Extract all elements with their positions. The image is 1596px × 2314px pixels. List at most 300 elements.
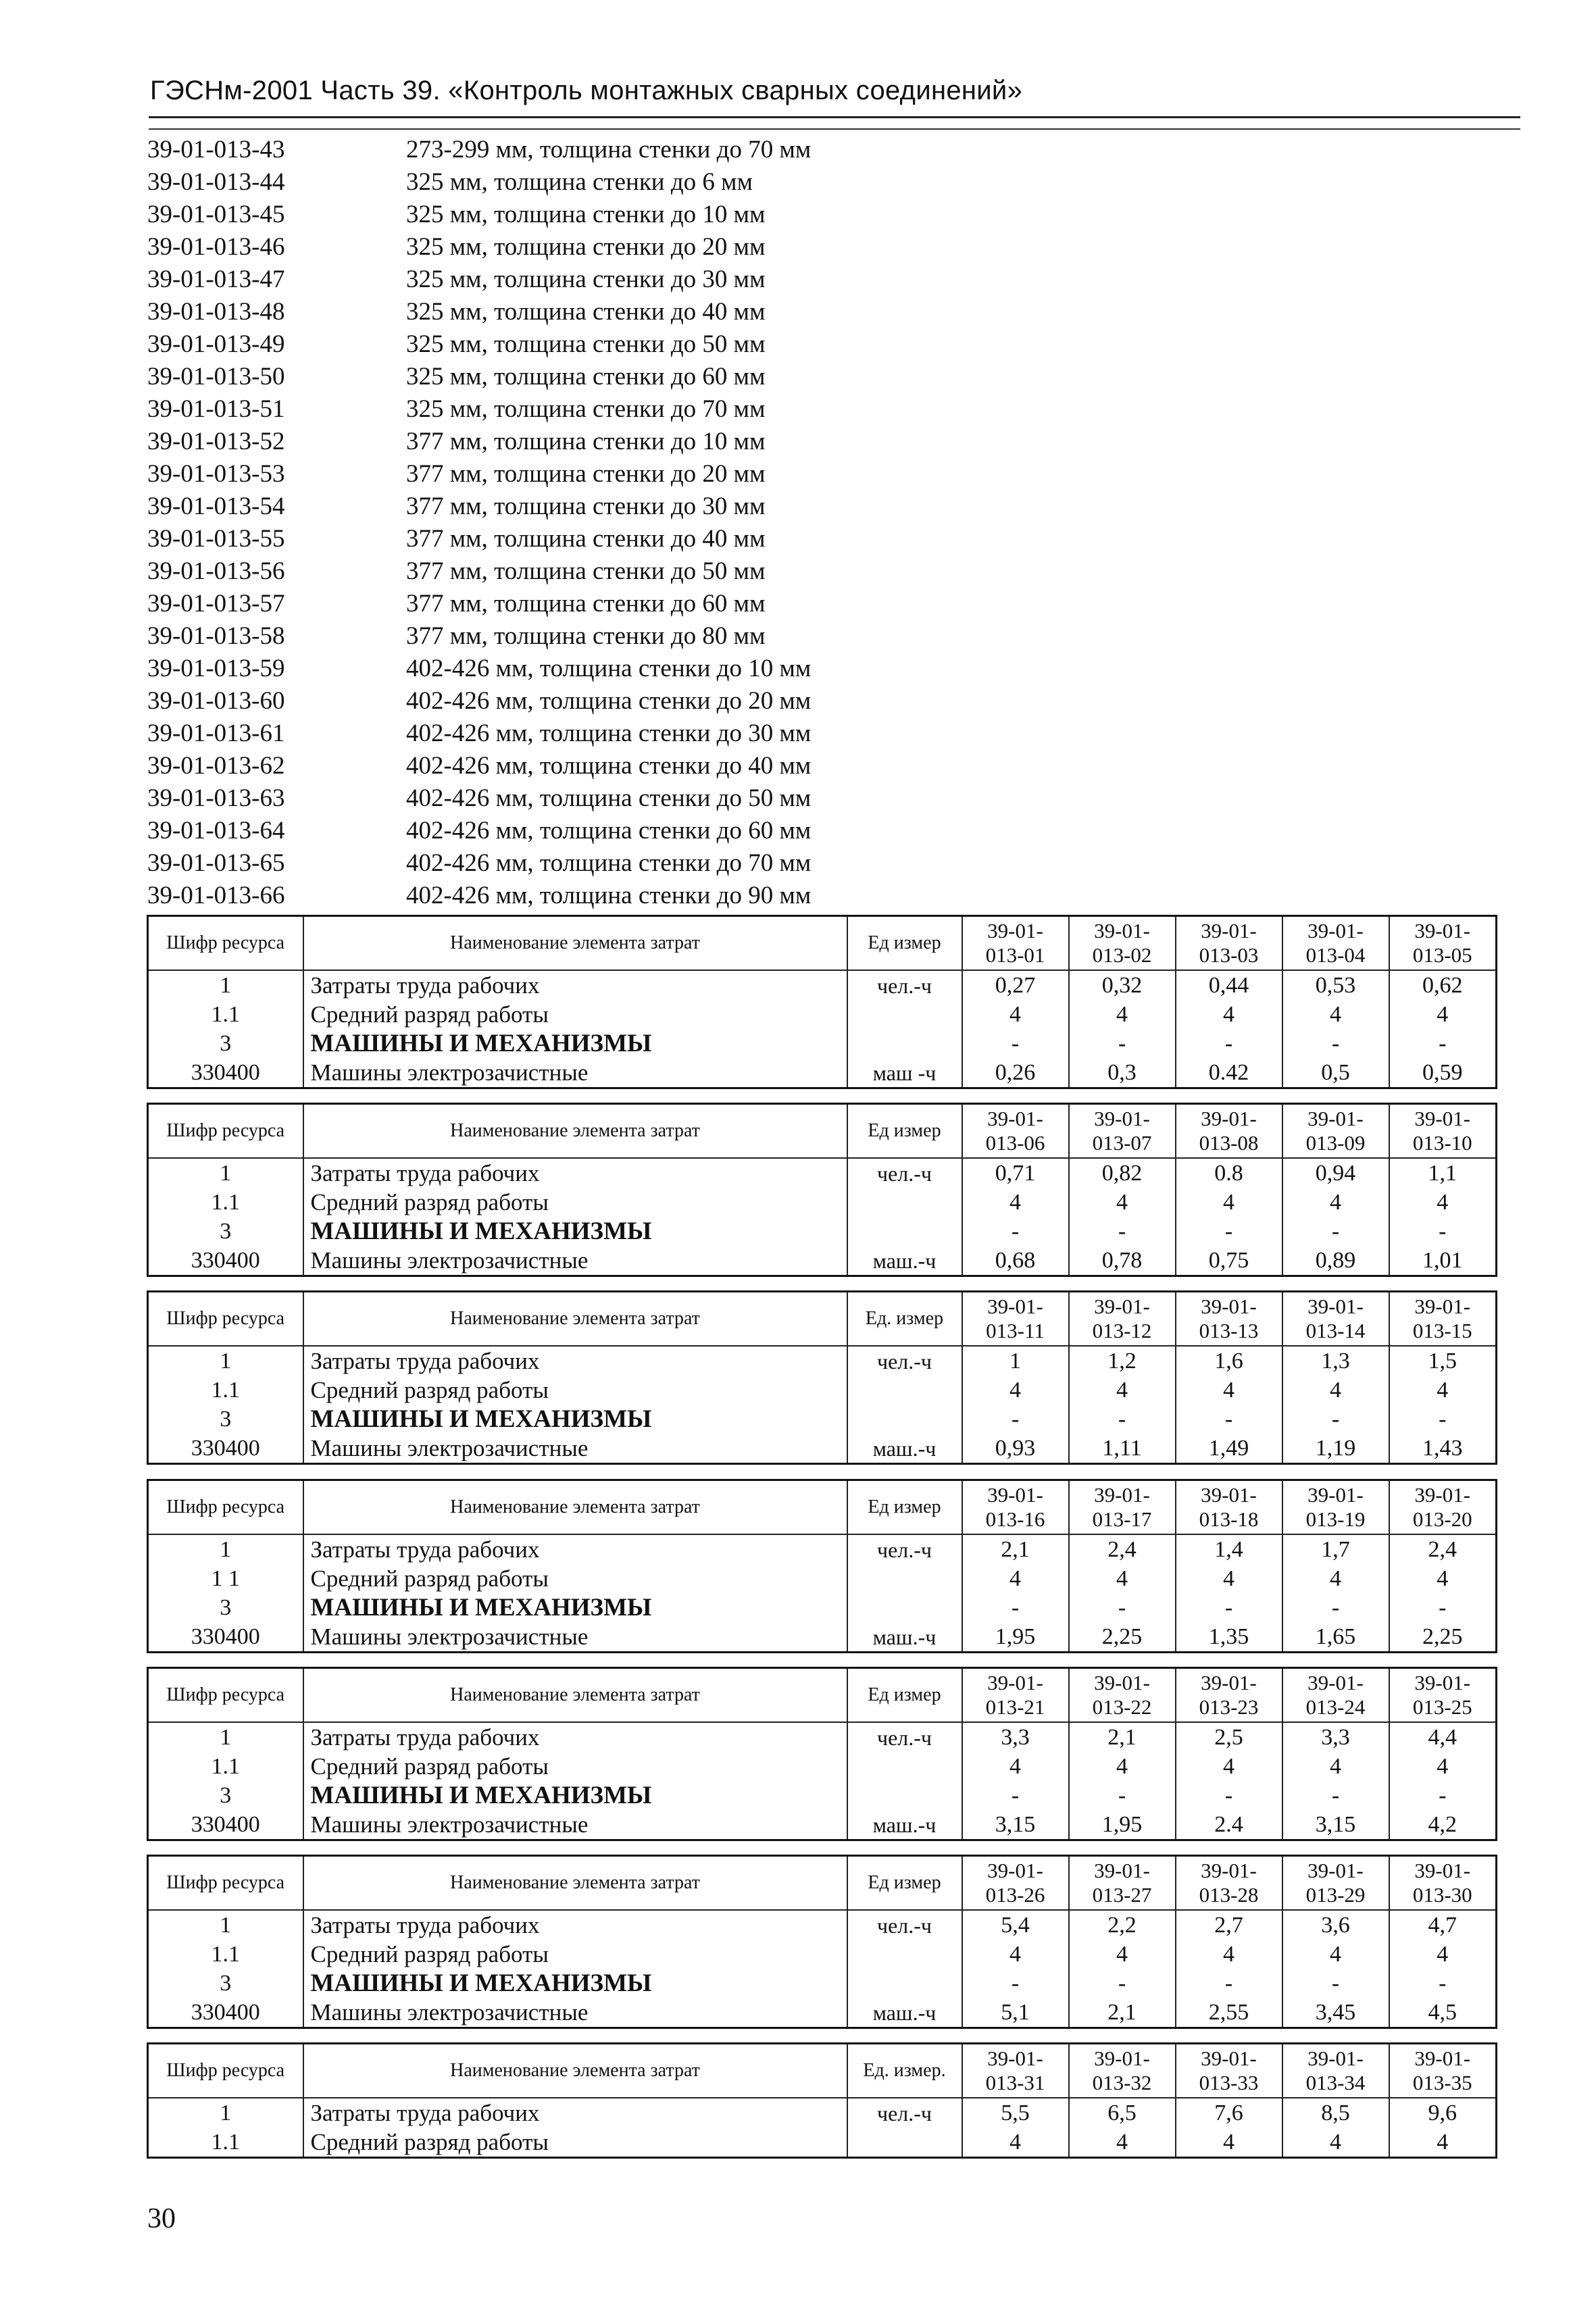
- value-cell: 0,32: [1069, 970, 1176, 1000]
- norm-code-prefix: 39-01-: [1094, 919, 1150, 942]
- column-header-unit: Ед измер: [847, 1856, 962, 1911]
- column-header-unit: Ед. измер.: [847, 2044, 962, 2098]
- norm-code-prefix: 39-01-: [1094, 1107, 1150, 1130]
- code-list-item: [147, 523, 1228, 555]
- value-cell: 0.42: [1176, 1058, 1282, 1088]
- code-id: 39-01-013-50: [147, 363, 285, 391]
- column-header-norm-code: [1389, 1856, 1497, 1911]
- value-cell: -: [1176, 1593, 1282, 1622]
- resource-table: [147, 1479, 1497, 1653]
- column-header-name: Наименование элемента затрат: [303, 1292, 847, 1347]
- resource-code-cell: 1: [148, 1346, 303, 1376]
- norm-code-suffix: 013-02: [1092, 943, 1152, 967]
- value-cell: -: [1282, 1593, 1389, 1622]
- norm-code-suffix: 013-25: [1412, 1695, 1472, 1719]
- resource-name-cell: МАШИНЫ И МЕХАНИЗМЫ: [303, 1969, 847, 1998]
- norm-code-suffix: 013-03: [1199, 943, 1259, 967]
- norm-code-suffix: 013-30: [1412, 1883, 1472, 1907]
- value-cell: 4,2: [1389, 1810, 1497, 1840]
- value-cell: 1,5: [1389, 1346, 1497, 1376]
- value-cell: 4: [1282, 1752, 1389, 1781]
- column-header-norm-code: [1282, 1480, 1389, 1535]
- column-header-name: Наименование элемента затрат: [303, 1668, 847, 1723]
- value-cell: -: [1282, 1029, 1389, 1058]
- value-cell: -: [1282, 1969, 1389, 1998]
- table-header-row: [148, 1856, 1497, 1911]
- value-cell: 2,25: [1389, 1622, 1497, 1653]
- norm-code-suffix: 013-20: [1412, 1507, 1472, 1531]
- value-cell: -: [1389, 1217, 1497, 1246]
- norm-code-prefix: 39-01-: [1414, 919, 1471, 942]
- value-cell: 4: [1389, 1000, 1497, 1029]
- norm-code-suffix: 013-14: [1305, 1319, 1366, 1342]
- code-id: 39-01-013-52: [147, 428, 285, 455]
- value-cell: -: [1389, 1593, 1497, 1622]
- code-id: 39-01-013-48: [147, 298, 285, 326]
- norm-code-prefix: 39-01-: [1414, 1107, 1471, 1130]
- value-cell: -: [1389, 1405, 1497, 1434]
- norm-code-suffix: 013-32: [1092, 2071, 1152, 2094]
- resource-code-cell: 3: [148, 1781, 303, 1810]
- code-list-item: [147, 491, 1228, 523]
- value-cell: -: [1069, 1405, 1176, 1434]
- value-cell: 1,6: [1176, 1346, 1282, 1376]
- table-row: [148, 1376, 1497, 1405]
- resource-code-cell: 1.1: [148, 1376, 303, 1405]
- code-id: 39-01-013-44: [147, 168, 285, 196]
- unit-cell: чел.-ч: [847, 970, 962, 1000]
- column-header-code: Шифр ресурса: [148, 2044, 303, 2098]
- norm-code-prefix: 39-01-: [1307, 1483, 1364, 1507]
- value-cell: -: [1176, 1781, 1282, 1810]
- value-cell: 0,44: [1176, 970, 1282, 1000]
- value-cell: 4: [1069, 1188, 1176, 1217]
- norm-code-suffix: 013-34: [1305, 2071, 1366, 2094]
- resource-code-cell: 1: [148, 1158, 303, 1188]
- table-row: [148, 1188, 1497, 1217]
- column-header-name: Наименование элемента затрат: [303, 1480, 847, 1535]
- value-cell: 4: [1282, 2128, 1389, 2158]
- value-cell: 1: [962, 1346, 1069, 1376]
- value-cell: 4: [962, 1000, 1069, 1029]
- table-row: [148, 1158, 1497, 1188]
- table-row: [148, 2128, 1497, 2158]
- resource-name-cell: Затраты труда рабочих: [303, 970, 847, 1000]
- norm-code-prefix: 39-01-: [1201, 1859, 1257, 1882]
- column-header-name: Наименование элемента затрат: [303, 2044, 847, 2098]
- value-cell: 4: [1176, 1376, 1282, 1405]
- value-cell: -: [962, 1217, 1069, 1246]
- unit-cell: [847, 1564, 962, 1593]
- column-header-norm-code: [1389, 2044, 1497, 2098]
- value-cell: 4: [1176, 1752, 1282, 1781]
- resource-code-cell: 1: [148, 970, 303, 1000]
- code-list-item: [147, 750, 1228, 782]
- norm-code-suffix: 013-26: [985, 1883, 1045, 1907]
- value-cell: 2,4: [1389, 1534, 1497, 1564]
- table-row: [148, 1969, 1497, 1998]
- column-header-unit: Ед измер: [847, 916, 962, 971]
- unit-cell: маш.-ч: [847, 1622, 962, 1653]
- norm-code-suffix: 013-13: [1199, 1319, 1259, 1342]
- norm-code-prefix: 39-01-: [987, 1294, 1043, 1318]
- resource-name-cell: МАШИНЫ И МЕХАНИЗМЫ: [303, 1781, 847, 1810]
- value-cell: 1,4: [1176, 1534, 1282, 1564]
- value-cell: 1,01: [1389, 1246, 1497, 1276]
- norm-code-prefix: 39-01-: [1414, 1859, 1471, 1882]
- unit-cell: маш -ч: [847, 1058, 962, 1088]
- norm-code-prefix: 39-01-: [1307, 1107, 1364, 1130]
- code-id: 39-01-013-58: [147, 622, 285, 650]
- value-cell: 4: [1069, 1752, 1176, 1781]
- value-cell: 4: [1176, 1564, 1282, 1593]
- resource-name-cell: Средний разряд работы: [303, 1940, 847, 1969]
- code-description: 325 мм, толщина стенки до 30 мм: [406, 266, 766, 293]
- value-cell: 6,5: [1069, 2098, 1176, 2128]
- table-row: [148, 1940, 1497, 1969]
- code-description: 325 мм, толщина стенки до 20 мм: [406, 233, 766, 261]
- unit-cell: чел.-ч: [847, 1722, 962, 1752]
- value-cell: 4: [962, 1376, 1069, 1405]
- header-title: ГЭСНм-2001 Часть 39. «Контроль монтажных сварных соединений»: [150, 76, 1023, 105]
- value-cell: 4: [1389, 2128, 1497, 2158]
- code-id: 39-01-013-60: [147, 687, 285, 715]
- resource-name-cell: Затраты труда рабочих: [303, 1910, 847, 1940]
- norm-code-prefix: 39-01-: [987, 1671, 1043, 1694]
- norm-code-prefix: 39-01-: [1201, 1294, 1257, 1318]
- value-cell: 4: [1282, 1188, 1389, 1217]
- norm-code-prefix: 39-01-: [1414, 2046, 1471, 2070]
- resource-name-cell: МАШИНЫ И МЕХАНИЗМЫ: [303, 1405, 847, 1434]
- table-row: [148, 1998, 1497, 2028]
- unit-cell: [847, 1376, 962, 1405]
- resource-name-cell: Машины электрозачистные: [303, 1434, 847, 1464]
- code-id: 39-01-013-66: [147, 882, 285, 909]
- value-cell: -: [1069, 1217, 1176, 1246]
- norm-code-prefix: 39-01-: [1414, 1483, 1471, 1507]
- value-cell: 2,7: [1176, 1910, 1282, 1940]
- resource-code-cell: 3: [148, 1405, 303, 1434]
- value-cell: 0,89: [1282, 1246, 1389, 1276]
- norm-code-prefix: 39-01-: [1201, 1107, 1257, 1130]
- unit-cell: [847, 1969, 962, 1998]
- code-id: 39-01-013-63: [147, 784, 285, 812]
- table-row: [148, 1434, 1497, 1464]
- value-cell: 0,62: [1389, 970, 1497, 1000]
- resource-name-cell: Затраты труда рабочих: [303, 1722, 847, 1752]
- code-description: 377 мм, толщина стенки до 10 мм: [406, 428, 766, 455]
- unit-cell: маш.-ч: [847, 1434, 962, 1464]
- value-cell: 1,43: [1389, 1434, 1497, 1464]
- table-row: [148, 2098, 1497, 2128]
- code-list-item: [147, 426, 1228, 458]
- unit-cell: [847, 1940, 962, 1969]
- norm-code-prefix: 39-01-: [1414, 1671, 1471, 1694]
- unit-cell: [847, 1188, 962, 1217]
- value-cell: 2,5: [1176, 1722, 1282, 1752]
- column-header-norm-code: [962, 2044, 1069, 2098]
- value-cell: 0,53: [1282, 970, 1389, 1000]
- value-cell: 4: [1389, 1376, 1497, 1405]
- value-cell: -: [1069, 1781, 1176, 1810]
- unit-cell: чел.-ч: [847, 1158, 962, 1188]
- column-header-norm-code: [1176, 1104, 1282, 1159]
- norm-code-suffix: 013-29: [1305, 1883, 1366, 1907]
- unit-cell: [847, 1029, 962, 1058]
- value-cell: 1,7: [1282, 1534, 1389, 1564]
- value-cell: 1,95: [1069, 1810, 1176, 1840]
- code-list-item: [147, 653, 1228, 685]
- unit-cell: [847, 1781, 962, 1810]
- code-description: 402-426 мм, толщина стенки до 70 мм: [406, 849, 812, 877]
- code-description: 325 мм, толщина стенки до 50 мм: [406, 330, 766, 358]
- resource-code-cell: 3: [148, 1217, 303, 1246]
- value-cell: 4,5: [1389, 1998, 1497, 2028]
- value-cell: -: [1389, 1781, 1497, 1810]
- value-cell: 4: [1069, 1000, 1176, 1029]
- value-cell: 0,59: [1389, 1058, 1497, 1088]
- value-cell: 0,75: [1176, 1246, 1282, 1276]
- resource-code-cell: 1.1: [148, 1000, 303, 1029]
- resource-code-cell: 330400: [148, 1434, 303, 1464]
- code-description: 325 мм, толщина стенки до 40 мм: [406, 298, 766, 326]
- table-row: [148, 1405, 1497, 1434]
- value-cell: 0,26: [962, 1058, 1069, 1088]
- column-header-norm-code: [1176, 1292, 1282, 1347]
- code-id: 39-01-013-59: [147, 655, 285, 682]
- value-cell: 2.4: [1176, 1810, 1282, 1840]
- code-description: 402-426 мм, толщина стенки до 60 мм: [406, 817, 812, 845]
- table-row: [148, 1346, 1497, 1376]
- value-cell: 0,78: [1069, 1246, 1176, 1276]
- code-description: 402-426 мм, толщина стенки до 90 мм: [406, 882, 812, 909]
- resource-code-cell: 1: [148, 2098, 303, 2128]
- column-header-norm-code: [1069, 2044, 1176, 2098]
- norm-code-suffix: 013-27: [1092, 1883, 1152, 1907]
- resource-name-cell: Затраты труда рабочих: [303, 2098, 847, 2128]
- column-header-norm-code: [1282, 1104, 1389, 1159]
- value-cell: 4: [962, 1940, 1069, 1969]
- resource-name-cell: Машины электрозачистные: [303, 1622, 847, 1653]
- value-cell: 2,1: [962, 1534, 1069, 1564]
- value-cell: 7,6: [1176, 2098, 1282, 2128]
- column-header-norm-code: [1069, 1856, 1176, 1911]
- norm-code-suffix: 013-08: [1199, 1131, 1259, 1155]
- value-cell: -: [1176, 1405, 1282, 1434]
- value-cell: -: [962, 1405, 1069, 1434]
- norm-code-suffix: 013-11: [986, 1319, 1045, 1342]
- value-cell: 4: [962, 1564, 1069, 1593]
- value-cell: 4: [1282, 1564, 1389, 1593]
- value-cell: 4: [1389, 1752, 1497, 1781]
- norm-code-suffix: 013-01: [985, 943, 1045, 967]
- column-header-norm-code: [1176, 1856, 1282, 1911]
- unit-cell: чел.-ч: [847, 1346, 962, 1376]
- code-list-item: [147, 296, 1228, 328]
- resource-name-cell: МАШИНЫ И МЕХАНИЗМЫ: [303, 1029, 847, 1058]
- value-cell: 0.8: [1176, 1158, 1282, 1188]
- value-cell: 4: [1069, 2128, 1176, 2158]
- value-cell: 2,55: [1176, 1998, 1282, 2028]
- table-row: [148, 1810, 1497, 1840]
- value-cell: 1,3: [1282, 1346, 1389, 1376]
- table-row: [148, 1593, 1497, 1622]
- code-list-item: [147, 458, 1228, 491]
- column-header-norm-code: [962, 1480, 1069, 1535]
- code-list-item: [147, 328, 1228, 361]
- resource-table: [147, 2042, 1497, 2159]
- resource-code-cell: 1.1: [148, 1940, 303, 1969]
- norm-code-suffix: 013-33: [1199, 2071, 1259, 2094]
- resource-code-cell: 330400: [148, 1246, 303, 1276]
- resource-code-cell: 330400: [148, 1058, 303, 1088]
- column-header-norm-code: [1282, 1856, 1389, 1911]
- value-cell: 4: [1176, 1188, 1282, 1217]
- table-row: [148, 1029, 1497, 1058]
- value-cell: 4: [962, 1188, 1069, 1217]
- norm-code-prefix: 39-01-: [1307, 919, 1364, 942]
- column-header-code: Шифр ресурса: [148, 1480, 303, 1535]
- unit-cell: [847, 1000, 962, 1029]
- code-description: 377 мм, толщина стенки до 20 мм: [406, 460, 766, 488]
- table-row: [148, 1781, 1497, 1810]
- norm-code-suffix: 013-21: [985, 1695, 1045, 1719]
- code-list-item: [147, 393, 1228, 426]
- value-cell: -: [1176, 1217, 1282, 1246]
- code-list-item: [147, 199, 1228, 231]
- value-cell: 3,6: [1282, 1910, 1389, 1940]
- page-number: 30: [147, 2203, 176, 2234]
- resource-name-cell: Средний разряд работы: [303, 1752, 847, 1781]
- resource-name-cell: Средний разряд работы: [303, 1188, 847, 1217]
- column-header-norm-code: [1069, 1480, 1176, 1535]
- resource-code-cell: 330400: [148, 1622, 303, 1653]
- column-header-name: Наименование элемента затрат: [303, 1856, 847, 1911]
- resource-name-cell: Средний разряд работы: [303, 1564, 847, 1593]
- resource-table: [147, 1103, 1497, 1277]
- code-list-item: [147, 134, 1228, 166]
- norm-code-prefix: 39-01-: [987, 919, 1043, 942]
- norm-code-prefix: 39-01-: [1307, 2046, 1364, 2070]
- code-id: 39-01-013-45: [147, 201, 285, 228]
- resource-name-cell: Затраты труда рабочих: [303, 1534, 847, 1564]
- resource-name-cell: МАШИНЫ И МЕХАНИЗМЫ: [303, 1593, 847, 1622]
- code-id: 39-01-013-65: [147, 849, 285, 877]
- code-list-item: [147, 166, 1228, 199]
- resource-name-cell: МАШИНЫ И МЕХАНИЗМЫ: [303, 1217, 847, 1246]
- table-row: [148, 1246, 1497, 1276]
- norm-code-prefix: 39-01-: [1307, 1859, 1364, 1882]
- value-cell: -: [1069, 1029, 1176, 1058]
- code-id: 39-01-013-55: [147, 525, 285, 553]
- norm-code-prefix: 39-01-: [1307, 1294, 1364, 1318]
- norm-code-suffix: 013-17: [1092, 1507, 1152, 1531]
- value-cell: 4: [1282, 1940, 1389, 1969]
- resource-name-cell: Средний разряд работы: [303, 1000, 847, 1029]
- column-header-code: Шифр ресурса: [148, 1668, 303, 1723]
- code-id: 39-01-013-56: [147, 557, 285, 585]
- value-cell: 4: [1176, 1000, 1282, 1029]
- column-header-code: Шифр ресурса: [148, 1104, 303, 1159]
- resource-code-cell: 1: [148, 1910, 303, 1940]
- norm-code-suffix: 013-19: [1305, 1507, 1366, 1531]
- norm-code-suffix: 013-06: [985, 1131, 1045, 1155]
- norm-code-prefix: 39-01-: [987, 1483, 1043, 1507]
- code-list-item: [147, 782, 1228, 815]
- norm-code-suffix: 013-16: [985, 1507, 1045, 1531]
- column-header-norm-code: [1069, 1292, 1176, 1347]
- norm-code-suffix: 013-35: [1412, 2071, 1472, 2094]
- value-cell: 2,4: [1069, 1534, 1176, 1564]
- column-header-norm-code: [1389, 916, 1497, 971]
- table-row: [148, 1564, 1497, 1593]
- column-header-norm-code: [1069, 1668, 1176, 1723]
- resource-code-cell: 3: [148, 1593, 303, 1622]
- value-cell: 4: [1282, 1000, 1389, 1029]
- value-cell: 1,65: [1282, 1622, 1389, 1653]
- resource-table: [147, 1290, 1497, 1465]
- code-id: 39-01-013-61: [147, 720, 285, 747]
- resource-table: [147, 1667, 1497, 1841]
- value-cell: 4: [1176, 1940, 1282, 1969]
- value-cell: 3,15: [1282, 1810, 1389, 1840]
- column-header-norm-code: [1282, 2044, 1389, 2098]
- resource-name-cell: Машины электрозачистные: [303, 1998, 847, 2028]
- resource-code-cell: 1: [148, 1534, 303, 1564]
- value-cell: 0,68: [962, 1246, 1069, 1276]
- norm-code-prefix: 39-01-: [1414, 1294, 1471, 1318]
- code-list-item: [147, 815, 1228, 847]
- code-description: 377 мм, толщина стенки до 80 мм: [406, 622, 766, 650]
- value-cell: 4: [1176, 2128, 1282, 2158]
- code-description: 377 мм, толщина стенки до 50 мм: [406, 557, 766, 585]
- code-list-item: [147, 555, 1228, 588]
- code-id: 39-01-013-53: [147, 460, 285, 488]
- value-cell: -: [1389, 1969, 1497, 1998]
- resource-name-cell: Затраты труда рабочих: [303, 1346, 847, 1376]
- code-id: 39-01-013-57: [147, 590, 285, 618]
- value-cell: 4: [1282, 1376, 1389, 1405]
- norm-code-suffix: 013-04: [1305, 943, 1366, 967]
- value-cell: 4: [1069, 1564, 1176, 1593]
- code-list-item: [147, 685, 1228, 718]
- value-cell: -: [1176, 1029, 1282, 1058]
- value-cell: 4: [962, 2128, 1069, 2158]
- norm-code-prefix: 39-01-: [1094, 1859, 1150, 1882]
- value-cell: -: [962, 1781, 1069, 1810]
- unit-cell: [847, 1217, 962, 1246]
- value-cell: 4: [1389, 1188, 1497, 1217]
- norm-code-prefix: 39-01-: [1201, 1671, 1257, 1694]
- unit-cell: чел.-ч: [847, 2098, 962, 2128]
- column-header-name: Наименование элемента затрат: [303, 1104, 847, 1159]
- code-description: 325 мм, толщина стенки до 70 мм: [406, 395, 766, 423]
- value-cell: 8,5: [1282, 2098, 1389, 2128]
- norm-code-suffix: 013-31: [985, 2071, 1045, 2094]
- norm-code-suffix: 013-09: [1305, 1131, 1366, 1155]
- value-cell: 0,71: [962, 1158, 1069, 1188]
- value-cell: 1,1: [1389, 1158, 1497, 1188]
- value-cell: -: [1282, 1217, 1389, 1246]
- column-header-norm-code: [1176, 1480, 1282, 1535]
- column-header-unit: Ед. измер: [847, 1292, 962, 1347]
- code-description: 402-426 мм, толщина стенки до 30 мм: [406, 720, 812, 747]
- norm-code-prefix: 39-01-: [987, 2046, 1043, 2070]
- column-header-norm-code: [962, 1292, 1069, 1347]
- value-cell: -: [1389, 1029, 1497, 1058]
- column-header-name: Наименование элемента затрат: [303, 916, 847, 971]
- column-header-norm-code: [1389, 1292, 1497, 1347]
